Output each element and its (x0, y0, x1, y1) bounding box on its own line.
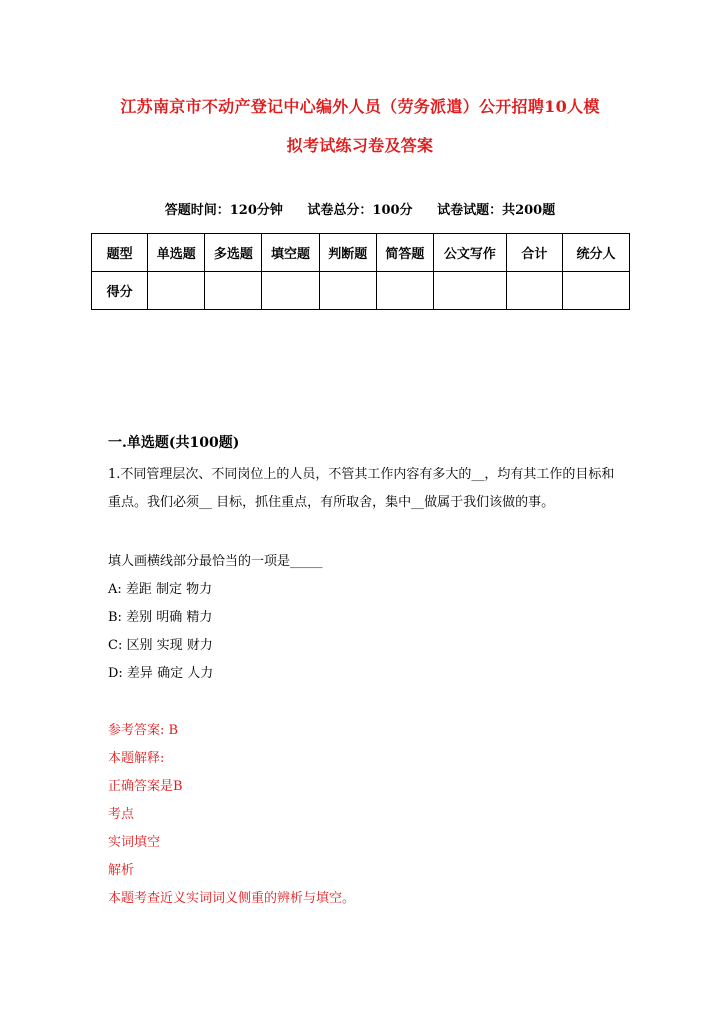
score-cell (262, 272, 319, 310)
score-row-label: 得分 (92, 272, 148, 310)
score-header-cell: 单选题 (148, 234, 205, 272)
score-cell (506, 272, 562, 310)
score-table (91, 233, 630, 310)
answer-explain-label: 本题解释: (108, 751, 165, 766)
question-stem: 1.不同管理层次、不同岗位上的人员，不管其工作内容有多大的__，均有其工作的目标和重点。我们必须__ 目标，抓住重点，有所取舍，集中__做属于我们该做的事。 (108, 467, 615, 510)
score-header-cell: 公文写作 (433, 234, 506, 272)
score-cell (205, 272, 262, 310)
answer-point-label: 考点 (108, 807, 135, 822)
option-b: B: 差别 明确 精力 (108, 610, 213, 625)
score-table-header-row (92, 234, 630, 272)
option-d: D: 差异 确定 人力 (108, 666, 214, 681)
score-cell (376, 272, 433, 310)
score-header-cell: 题型 (92, 234, 148, 272)
exam-count: 试卷试题：共200题 (437, 203, 556, 218)
exam-total: 试卷总分：100分 (307, 203, 413, 218)
score-header-cell: 简答题 (376, 234, 433, 272)
score-header-cell: 多选题 (205, 234, 262, 272)
doc-title-line1: 江苏南京市不动产登记中心编外人员（劳务派遣）公开招聘10人模 (120, 97, 600, 116)
score-header-cell: 合计 (506, 234, 562, 272)
exam-meta (0, 199, 720, 218)
score-cell (433, 272, 506, 310)
option-a: A: 差距 制定 物力 (108, 582, 213, 597)
score-header-cell: 填空题 (262, 234, 319, 272)
doc-title-line2: 拟考试练习卷及答案 (286, 136, 434, 155)
score-cell (319, 272, 376, 310)
answer-analysis: 本题考查近义实词词义侧重的辨析与填空。 (108, 891, 356, 906)
option-c: C: 区别 实现 财力 (108, 638, 213, 653)
question-prompt: 填人画横线部分最恰当的一项是_____ (108, 554, 323, 569)
score-header-cell: 判断题 (319, 234, 376, 272)
score-cell (562, 272, 629, 310)
answer-correct: 正确答案是B (108, 779, 183, 794)
score-table-score-row (92, 272, 630, 310)
exam-time: 答题时间：120分钟 (164, 203, 283, 218)
answer-analysis-label: 解析 (108, 863, 135, 878)
answer-ref: 参考答案: B (108, 723, 179, 738)
answer-point: 实词填空 (108, 835, 161, 850)
section-title: 一.单选题(共100题) (108, 435, 240, 451)
score-header-cell: 统分人 (562, 234, 629, 272)
score-cell (148, 272, 205, 310)
